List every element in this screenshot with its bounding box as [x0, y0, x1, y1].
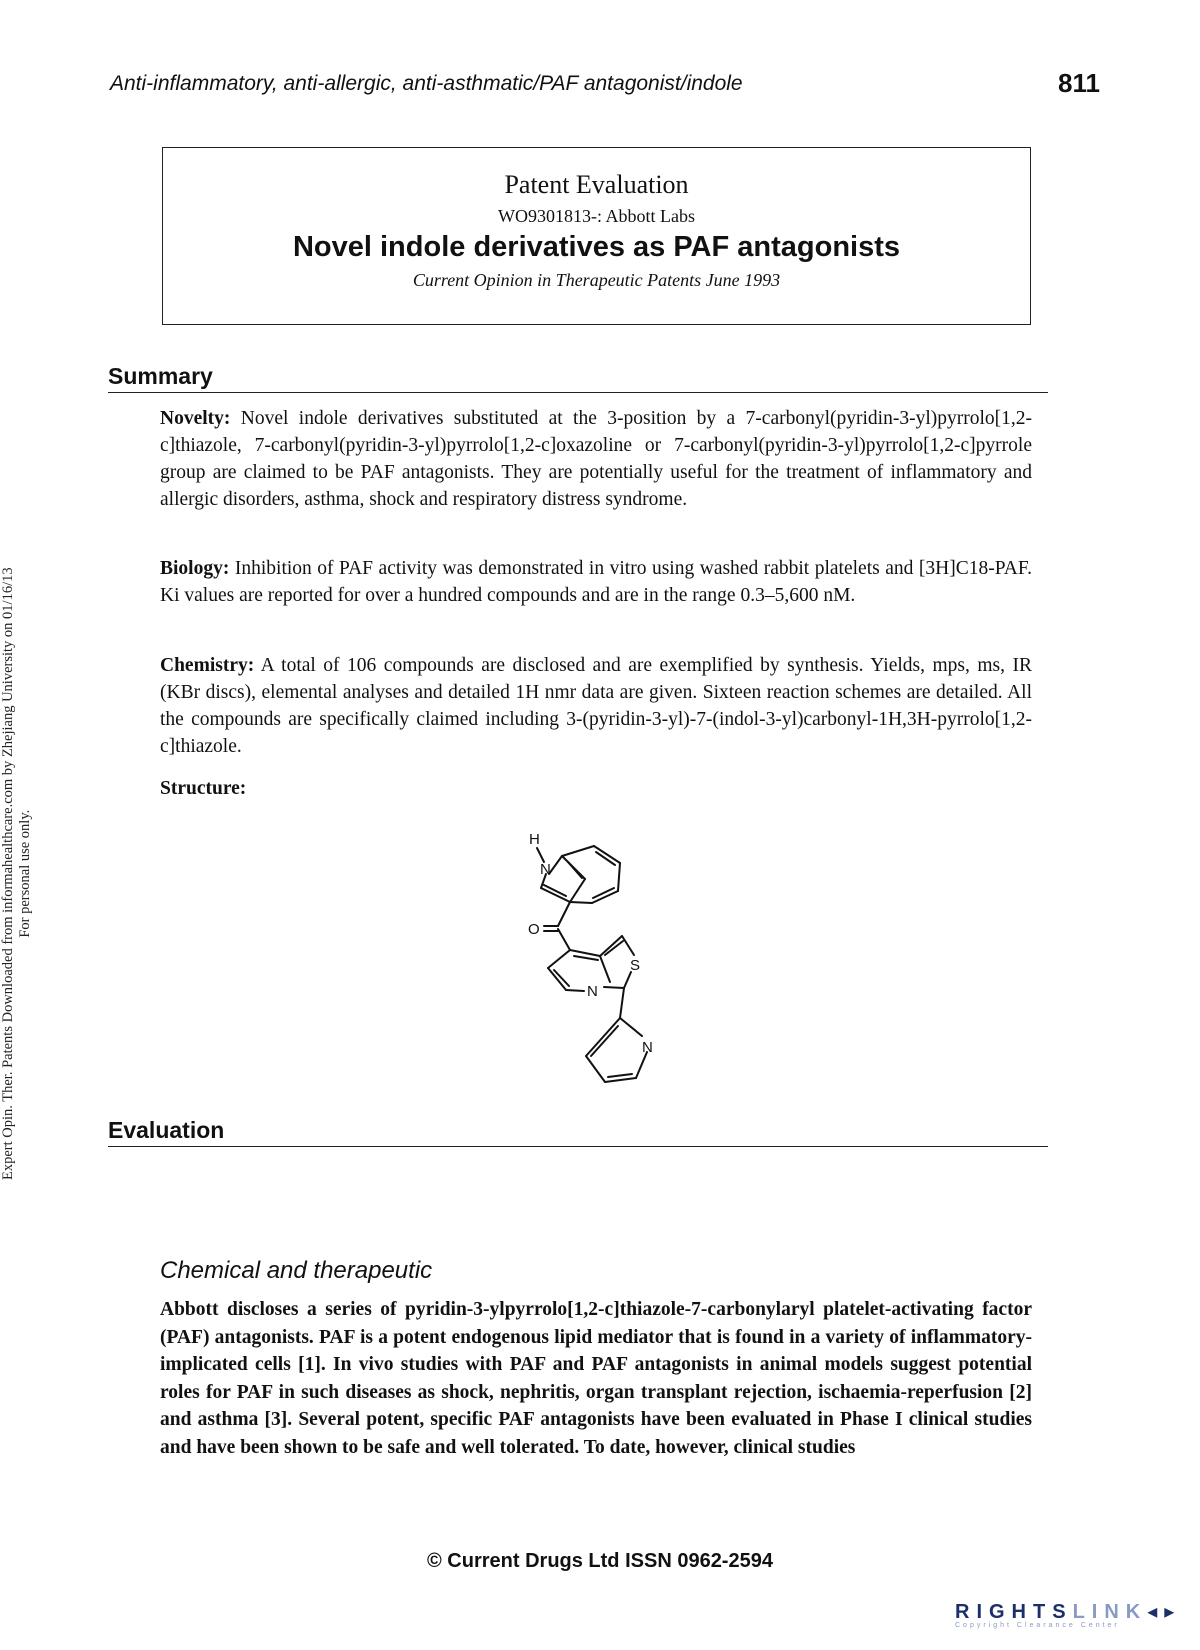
rightslink-tagline: Copyright Clearance Center — [955, 1622, 1120, 1629]
evaluation-heading: Evaluation — [108, 1117, 1048, 1147]
side-note-line-2: For personal use only. — [17, 809, 33, 938]
biology-label: Biology: — [160, 558, 230, 579]
novelty-text: Novel indole derivatives substituted at the 3-position by a 7-carbonyl(pyridin-3-yl)pyrrolo[1,2-c]thiazole, 7-carbonyl(pyridin-3-yl)pyrrolo[1,2-c]oxazoline or 7-carbonyl(pyridin-3-yl)pyrrolo[1,2-c]pyrrole group are claimed to be PAF antagonists. They are potentially useful for the treatment of inflammatory and allergic disorders, asthma, shock and respiratory distress syndrome. — [160, 408, 1032, 510]
download-side-note — [0, 567, 34, 1180]
chemical-structure-diagram — [470, 830, 690, 1130]
copyright-footer: © Current Drugs Ltd ISSN 0962-2594 — [427, 1550, 773, 1572]
rightslink-word-light: LINK — [1072, 1601, 1148, 1623]
rightslink-logo[interactable] — [955, 1599, 1181, 1629]
rightslink-word-dark: RIGHTS — [955, 1601, 1073, 1623]
novelty-paragraph — [160, 405, 1032, 513]
novelty-label: Novelty: — [160, 408, 231, 429]
running-head: Anti-inflammatory, anti-allergic, anti-asthmatic/PAF antagonist/indole — [110, 72, 743, 95]
chemical-therapeutic-subheading: Chemical and therapeutic — [160, 1257, 433, 1284]
rightslink-arrow-icon: ◂▸ — [1147, 1601, 1182, 1623]
evaluation-title-box — [162, 147, 1031, 325]
side-note-line-1: Expert Opin. Ther. Patents Downloaded from informahealthcare.com by Zhejiang University on 01/16/13 — [0, 567, 16, 1180]
summary-heading: Summary — [108, 363, 1048, 393]
article-source: Current Opinion in Therapeutic Patents June 1993 — [412, 270, 781, 290]
chemistry-text: A total of 106 compounds are disclosed and are exemplified by synthesis. Yields, mps, ms, IR (KBr discs), elemental analyses and detailed 1H nmr data are given. Sixteen reaction schemes are detailed. All the compounds are specifically claimed including 3-(pyridin-3-yl)-7-(indol-3-yl)carbonyl-1H,3H-pyrrolo[1,2-c]thiazole. — [160, 655, 1032, 757]
chemistry-paragraph — [160, 652, 1032, 760]
biology-text: Inhibition of PAF activity was demonstrated in vitro using washed rabbit platelets and [3H]C18-PAF. Ki values are reported for over a hundred compounds and are in the range 0.3–5,600 nM. — [160, 558, 1032, 606]
page-number: 811 — [1058, 68, 1100, 98]
atom-s: S — [630, 957, 641, 974]
atom-o: O — [528, 921, 540, 938]
article-title: Novel indole derivatives as PAF antagonists — [292, 231, 901, 263]
biology-paragraph — [160, 555, 1032, 609]
structure-label: Structure: — [160, 778, 247, 799]
atom-n-indole: N — [540, 861, 551, 878]
evaluation-paragraph: Abbott discloses a series of pyridin-3-ylpyrrolo[1,2-c]thiazole-7-carbonylaryl platelet-activating factor (PAF) antagonists. PAF is a potent endogenous lipid mediator that is found in a variety of inflammatory-implicated cells [1]. In vivo studies with PAF and PAF antagonists in animal models suggest potential roles for PAF in such diseases as shock, nephritis, organ transplant rejection, ischaemia-reperfusion [2] and asthma [3]. Several potent, specific PAF antagonists have been evaluated in Phase I clinical studies and have been shown to be safe and well tolerated. To date, however, clinical studies — [160, 1299, 1032, 1458]
evaluation-label: Patent Evaluation — [504, 170, 689, 199]
atom-h: H — [529, 831, 540, 848]
atom-n-pyrrole: N — [587, 983, 598, 1000]
chemistry-label: Chemistry: — [160, 655, 255, 676]
patent-number: WO9301813-: Abbott Labs — [498, 206, 695, 226]
atom-n-pyridine: N — [642, 1039, 653, 1056]
